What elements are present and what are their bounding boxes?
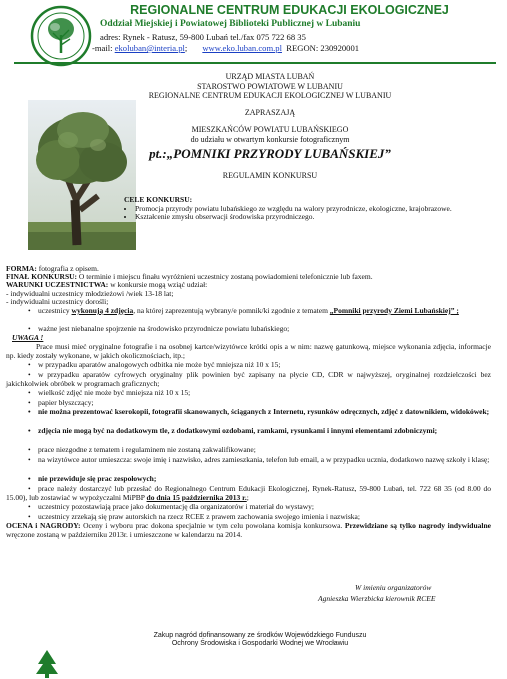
- bullet-icon: •: [28, 502, 31, 511]
- goal-item: • Kształcenie zmysłu obserwacji środowiska przyrodniczego.: [135, 213, 489, 222]
- bullet-icon: •: [28, 388, 31, 397]
- website-link[interactable]: www.eko.luban.com.pl: [202, 43, 282, 53]
- rule-item: • na wizytówce autor umieszcza: swoje imię i nazwisko, adres zamieszkania, telefon lub email, a w przypadku ucznia, dodatkowo nazwę szkoły i klasę;: [28, 455, 490, 464]
- signature-name: Agnieszka Wierzbicka kierownik RCEE: [318, 594, 436, 603]
- group-line: - indywidualni uczestnicy dorośli;: [6, 297, 109, 306]
- photos-count: wykonują 4 zdjęcia: [71, 306, 134, 315]
- rule-item: • papier błyszczący;: [28, 398, 94, 407]
- footer-line: Ochrony Środowiska i Gospodarki Wodnej we Wrocławiu: [171, 640, 349, 647]
- bullet-icon: •: [28, 455, 31, 464]
- prizes-note: Przewidziane są tylko nagrody indywidualne: [344, 521, 491, 530]
- prizes-label: OCENA i NAGRODY:: [6, 521, 81, 530]
- bullet-icon: •: [28, 360, 31, 369]
- rule-item: • uczestnicy zrzekają się praw autorskich na rzecz RCEE z prawem zachowania swojego imienia i nazwiska;: [28, 512, 360, 521]
- bullet-icon: •: [28, 484, 31, 493]
- rule-item: • nie można prezentować kserokopii, fotografii skanowanych, ściąganych z Internetu, rysunków odręcznych, zdjęć z datownikiem, widokówek;: [28, 407, 490, 416]
- bullet-icon: •: [28, 474, 31, 483]
- invitees: MIESZKAŃCÓW POWIATU LUBAŃSKIEGO: [191, 125, 349, 134]
- final-text: O terminie i miejscu finału wyróżnieni uczestnicy zostaną powiadomieni telefonicznie lub faxem.: [77, 272, 373, 281]
- rule-item: Prace musi mieć oryginalne fotografie i na osobnej kartce/wizytówce krótki opis a w nim: nazwę gatunkową, miejsce wykonania zdjęcia, informacje np. kiedy zostały wykonane, w jakich okolicznościach, itp.;: [6, 342, 491, 360]
- header-title: REGIONALNE CENTRUM EDUKACJI EKOLOGICZNEJ: [130, 3, 449, 17]
- signature-line: W imieniu organizatorów: [355, 583, 432, 592]
- conditions-text: w konkursie mogą wziąć udział:: [108, 280, 208, 289]
- invitees-block: [120, 125, 420, 144]
- deadline-date: do dnia 15 października 2013 r.: [146, 492, 247, 502]
- organizer-1: URZĄD MIASTA LUBAŃ: [225, 72, 315, 81]
- organizers: [120, 72, 420, 101]
- bullet-icon: •: [28, 306, 31, 315]
- prizes-section: OCENA i NAGRODY: Oceny i wyboru prac dokona specjalnie w tym celu powołana komisja konkursowa. Przewidziane są tylko nagrody indywidualne wręczone zostaną w październiku 2013r. i umieszczone w kalendarzu na 2014.: [6, 521, 491, 539]
- bullet-icon: •: [28, 407, 31, 416]
- conditions-label: WARUNKI UCZESTNICTWA:: [6, 280, 109, 289]
- warning-label: UWAGA !: [12, 333, 44, 342]
- rule-item: • wielkość zdjęć nie może być mniejsza niż 10 x 15;: [28, 388, 191, 397]
- bullet-icon: •: [28, 398, 31, 407]
- invite-line: do udziału w otwartym konkursie fotograficznym: [190, 134, 350, 144]
- header-contact: -mail: ekoluban@interia.pl; www.eko.luban.com.pl REGON: 230920001: [92, 43, 360, 53]
- rule-item: • zdjęcia nie mogą być na dodatkowym tle, z dodatkowymi ozdobami, ramkami, rysunkami i innymi elementami zdobniczymi;: [28, 426, 438, 435]
- goal-item: • Promocja przyrody powiatu lubańskiego ze względu na walory przyrodnicze, ekologiczne, krajobrazowe.: [135, 205, 489, 214]
- bullet-icon: •: [28, 324, 31, 333]
- rule-item: • w przypadku aparatów analogowych odbitka nie może być mniejsza niż 10 x 15;: [28, 360, 281, 369]
- rule-item: • uczestnicy pozostawiają prace jako dokumentację dla organizatorów i materiał do wystawy;: [28, 502, 315, 511]
- goals-heading: CELE KONKURSU:: [124, 195, 193, 204]
- regulations-heading: REGULAMIN KONKURSU: [222, 171, 318, 180]
- header-subtitle: Oddział Miejskiej i Powiatowej Biblioteki Publicznej w Lubaniu: [100, 19, 361, 29]
- contest-title: pt.:„POMNIKI PRZYRODY LUBAŃSKIEJ”: [149, 146, 391, 161]
- footer-line: Zakup nagród dofinansowany ze środków Wojewódzkiego Funduszu: [153, 632, 367, 639]
- organizer-2: STAROSTWO POWIATOWE W LUBANIU: [197, 81, 343, 91]
- group-line: - indywidualni uczestnicy młodzieżowi /wiek 13-18 lat;: [6, 289, 174, 298]
- email-prefix: -mail:: [92, 43, 113, 53]
- bullet-icon: •: [28, 426, 31, 435]
- final-label: FINAŁ KONKURSU:: [6, 272, 78, 281]
- header-address: adres: Rynek - Ratusz, 59-800 Lubań tel./fax 075 722 68 35: [100, 32, 306, 42]
- deadline-item: • prace należy dostarczyć lub przesłać do Regionalnego Centrum Edukacji Ekologicznej, Rynek-Ratusz, 59-800 Lubań, tel. 722 68 35 (od 8.00 do 15.00), lub zostawiać w wypożyczalni MiPBP do dnia 15 października 2013 r.;: [6, 484, 491, 502]
- bullet-icon: •: [28, 445, 31, 454]
- bullet-icon: •: [28, 370, 31, 379]
- invite-verb: ZAPRASZAJĄ: [244, 108, 296, 117]
- bullet-icon: •: [28, 512, 31, 521]
- goals-section: [124, 196, 489, 222]
- form-text: fotografia z opisem.: [36, 264, 99, 273]
- rcee-logo: [30, 5, 92, 67]
- rule-item: • nie przewiduje się prac zespołowych;: [28, 474, 157, 483]
- theme: „Pomniki przyrody Ziemi Lubańskiej” ;: [329, 306, 459, 315]
- header-divider: [14, 62, 496, 64]
- organizer-3: REGIONALNE CENTRUM EDUKACJI EKOLOGICZNEJ W LUBANIU: [148, 91, 392, 101]
- wfosigw-logo: [32, 648, 62, 678]
- rule-item: • prace niezgodne z tematem i regulaminem nie zostaną zakwalifikowane;: [28, 445, 256, 454]
- form-label: FORMA:: [6, 264, 37, 273]
- condition-view: • ważne jest niebanalne spojrzenie na środowisko przyrodnicze powiatu lubańskiego;: [28, 324, 290, 333]
- rule-item: • w przypadku aparatów cyfrowych oryginalny plik powinien być zapisany na płycie CD, CDR w najwyższej, oryginalnej rozdzielczości bez jakichkolwiek obróbek w programach graficznych;: [6, 370, 491, 388]
- footer-funding: [60, 632, 460, 648]
- condition-photos: • uczestnicy wykonują 4 zdjęcia, na której zaprezentują wybrany/e pomnik/ki zgodnie z tematem „Pomniki przyrody Ziemi Lubańskiej” ;: [28, 306, 459, 315]
- email-link[interactable]: ekoluban@interia.pl: [114, 43, 185, 53]
- regon: REGON: 230920001: [286, 43, 360, 53]
